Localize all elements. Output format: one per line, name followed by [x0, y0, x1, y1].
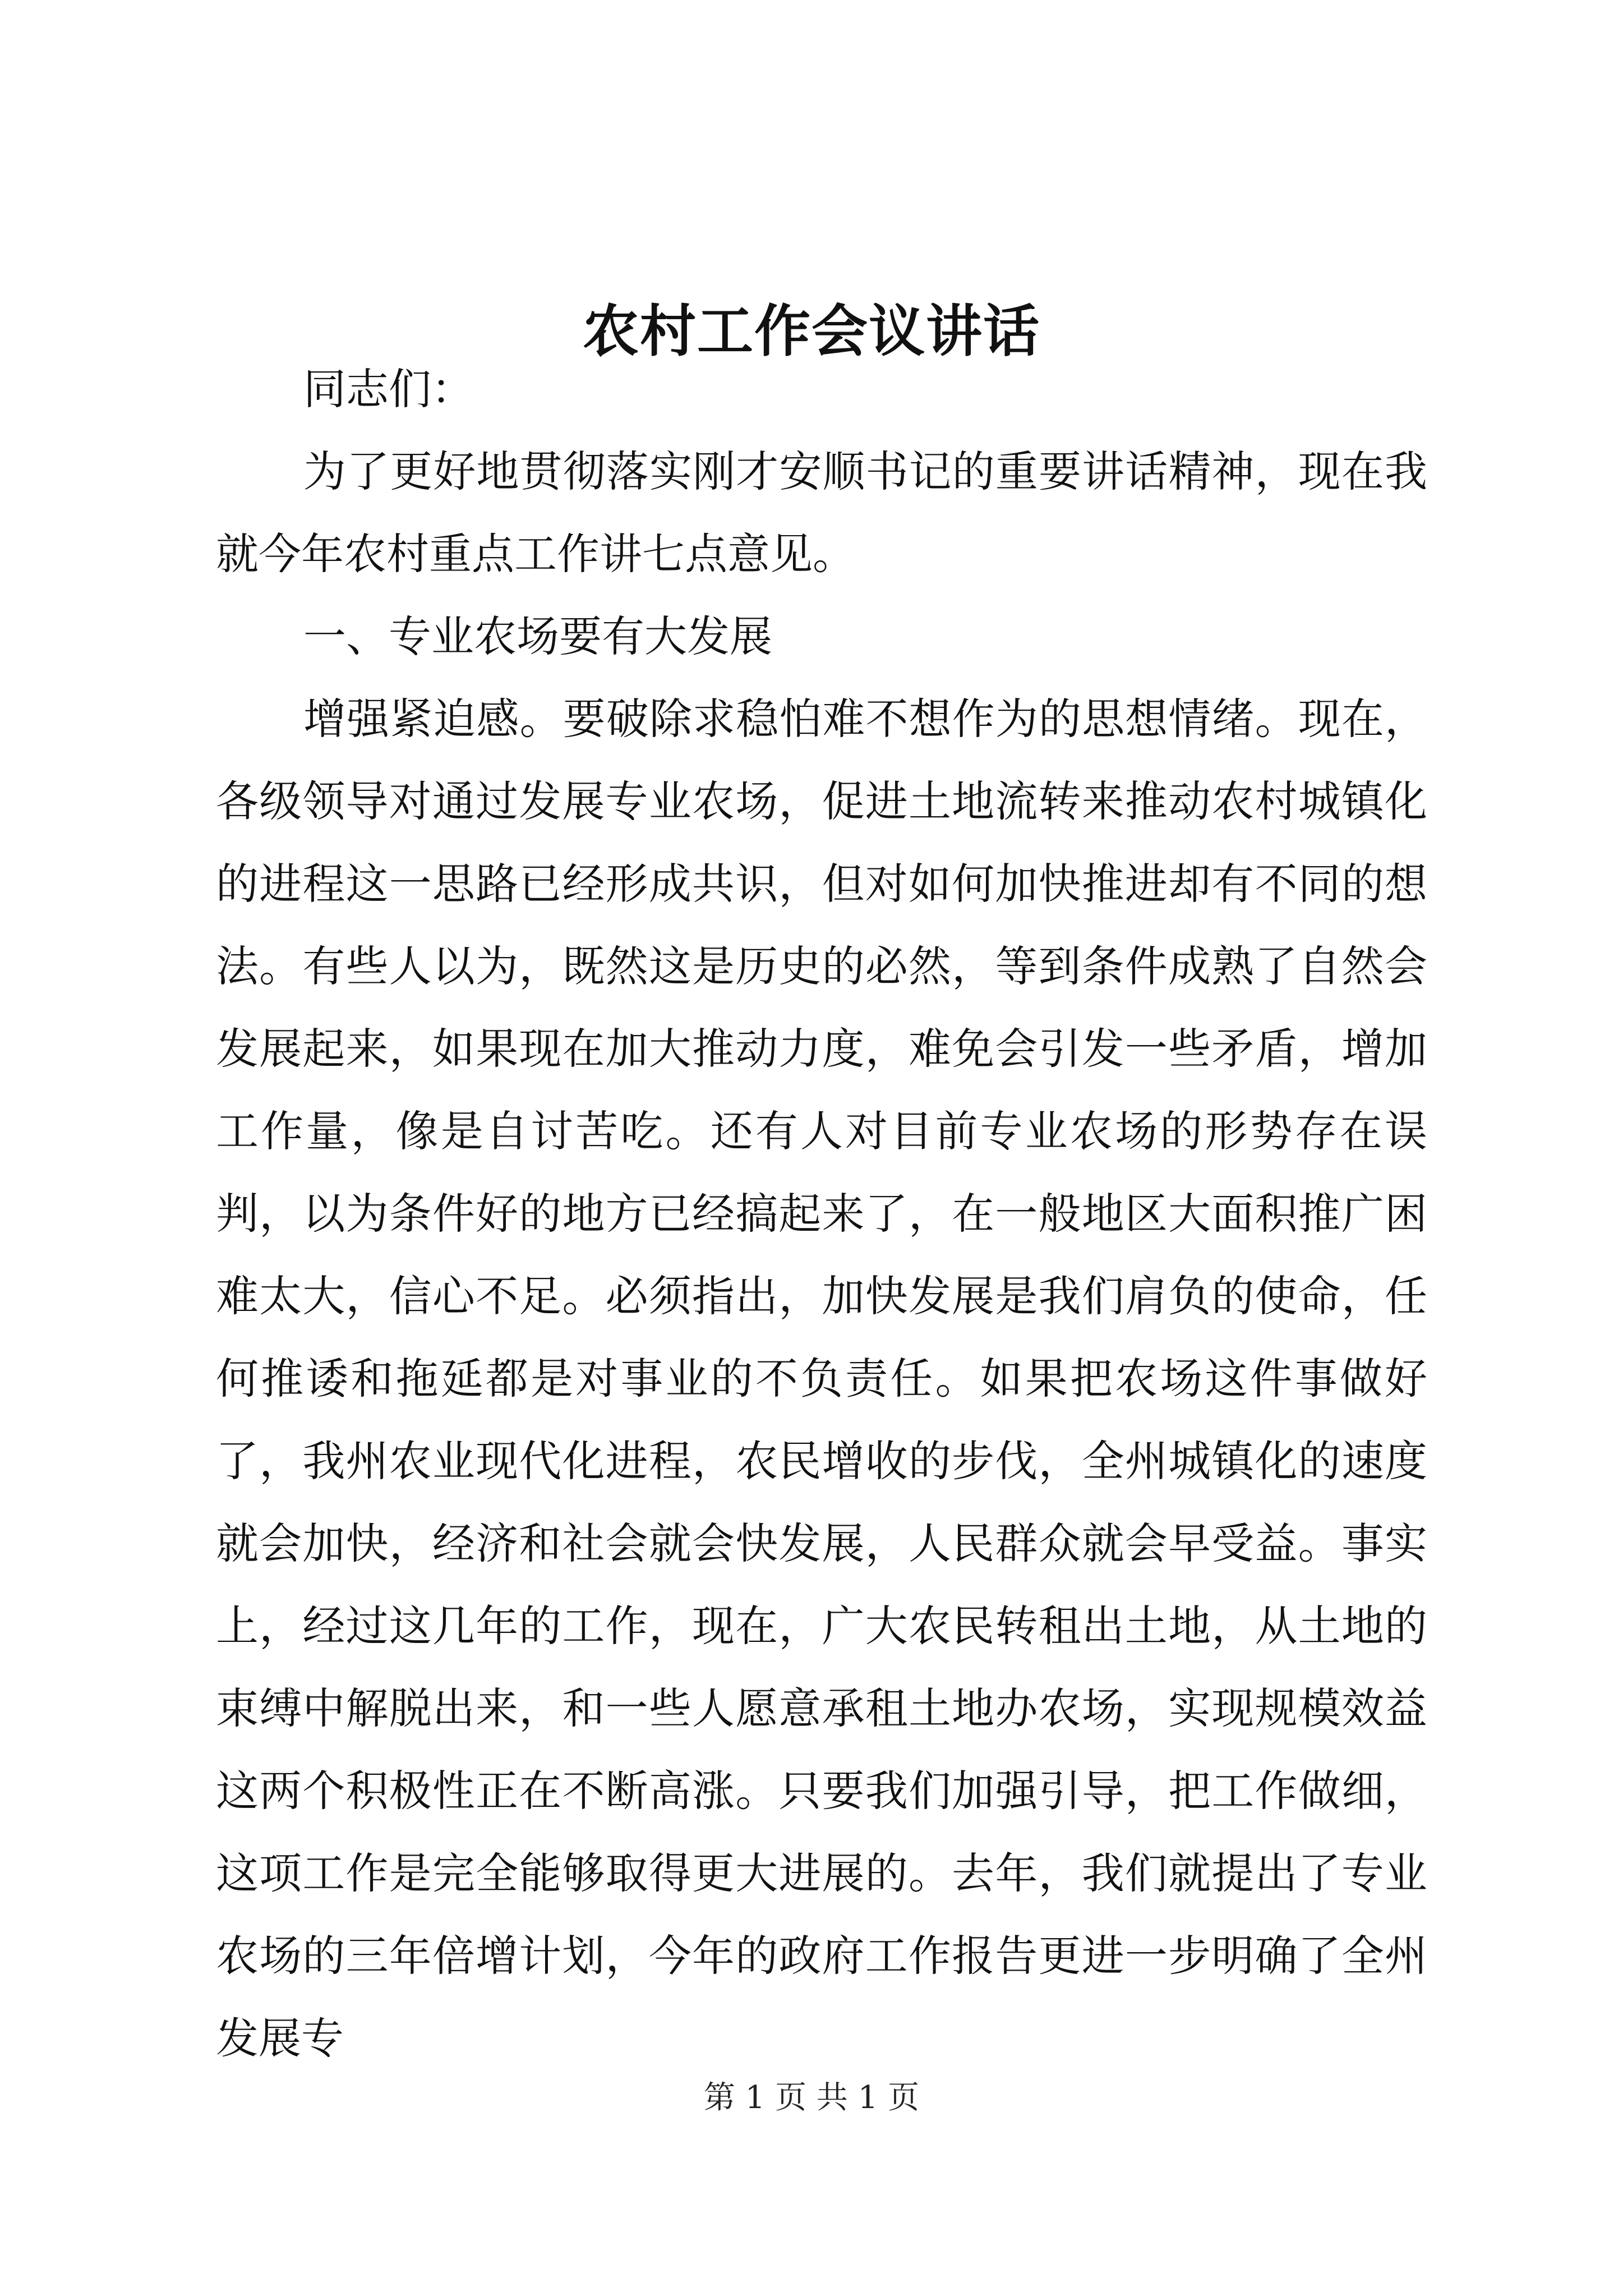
body-paragraph: 增强紧迫感。要破除求稳怕难不想作为的思想情绪。现在，各级领导对通过发展专业农场，促进土地流转来推动农村城镇化的进程这一思路已经形成共识，但对如何加快推进却有不同的想法。有些人以为，既然这是历史的必然，等到条件成熟了自然会发展起来，如果现在加大推动力度，难免会引发一些矛盾，增加工作量，像是自讨苦吃。还有人对目前专业农场的形势存在误判，以为条件好的地方已经搞起来了，在一般地区大面积推广困难太大，信心不足。必须指出，加快发展是我们肩负的使命，任何推诿和拖延都是对事业的不负责任。如果把农场这件事做好了，我州农业现代化进程，农民增收的步伐，全州城镇化的速度就会加快，经济和社会就会快发展，人民群众就会早受益。事实上，经过这几年的工作，现在，广大农民转租出土地，从土地的束缚中解脱出来，和一些人愿意承租土地办农场，实现规模效益这两个积极性正在不断高涨。只要我们加强引导，把工作做细，这项工作是完全能够取得更大进展的。去年，我们就提出了专业农场的三年倍增计划，今年的政府工作报告更进一步明确了全州发展专	[216, 694, 1427, 2063]
document-title: 农村工作会议讲话	[583, 298, 1040, 364]
document-body	[216, 348, 1427, 2079]
salutation-paragraph: 同志们：	[303, 364, 474, 414]
intro-paragraph: 为了更好地贯彻落实刚才安顺书记的重要讲话精神，现在我就今年农村重点工作讲七点意见。	[216, 447, 1427, 579]
section-heading-1: 一、专业农场要有大发展	[303, 611, 772, 661]
page-footer: 第 1 页 共 1 页	[703, 2079, 920, 2116]
